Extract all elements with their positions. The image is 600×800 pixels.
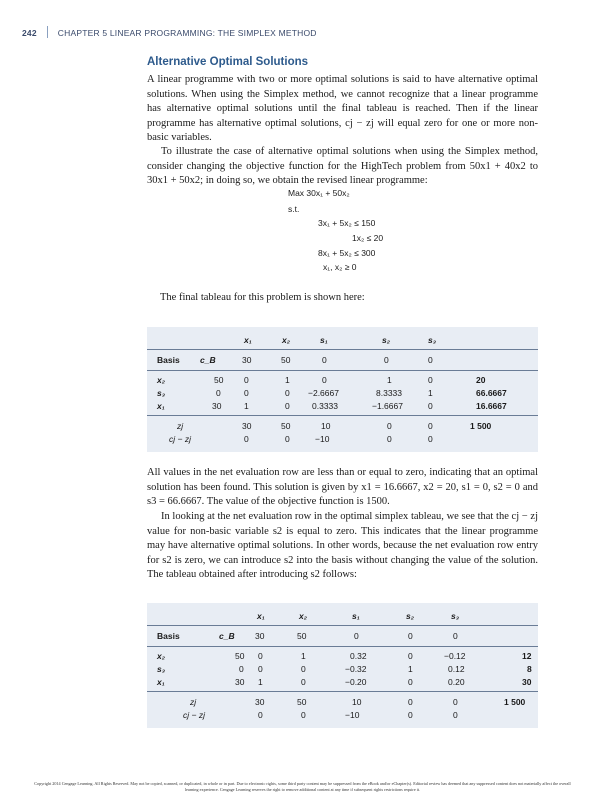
cell: 0 bbox=[258, 664, 263, 674]
col-header: s₂ bbox=[406, 611, 414, 621]
paragraph-5: In looking at the net evaluation row in the optimal simplex tableau, we see that the cj − zj value for non-basic variable s2 is equal to zero. This indicates that the linear programme may have alternative optimal solutions. In other words, because the net evaluation row entry for s2 is zero, we can introduce s2 into the basis without changing the value of the solution. The tableau obtained after introducing s2 follows: bbox=[147, 511, 538, 580]
cb-value: 30 bbox=[235, 677, 245, 687]
basis-header: Basis bbox=[157, 631, 180, 641]
zj-row bbox=[147, 421, 538, 433]
cj-zj-value: 0 bbox=[301, 710, 306, 720]
objective-value: 1 500 bbox=[504, 697, 526, 707]
zj-label: zj bbox=[190, 697, 197, 707]
basis-header: Basis bbox=[157, 355, 180, 365]
basis-var: x₂ bbox=[157, 651, 165, 661]
lp-constraint-2: 1x₂ ≤ 20 bbox=[352, 233, 384, 243]
cb-value: 50 bbox=[214, 375, 224, 385]
zj-value: 10 bbox=[352, 697, 362, 707]
table-row bbox=[147, 651, 538, 663]
rhs-value: 12 bbox=[522, 651, 532, 661]
cj-value: 50 bbox=[297, 631, 307, 641]
cell: 0 bbox=[322, 375, 327, 385]
cell: 0 bbox=[258, 651, 263, 661]
cell: 8.3333 bbox=[376, 388, 402, 398]
col-header: s₃ bbox=[428, 335, 437, 345]
cj-zj-value: 0 bbox=[285, 434, 290, 444]
col-header: s₂ bbox=[382, 335, 390, 345]
tableau-cj-row bbox=[147, 355, 538, 367]
zj-label: zj bbox=[177, 421, 184, 431]
cj-zj-value: 0 bbox=[258, 710, 263, 720]
lp-st: s.t. bbox=[288, 204, 300, 214]
col-header: x₂ bbox=[282, 335, 290, 345]
basis-var: s₃ bbox=[157, 664, 166, 674]
chapter-title: CHAPTER 5 LINEAR PROGRAMMING: THE SIMPLEX METHOD bbox=[57, 28, 317, 38]
cell: 1 bbox=[408, 664, 413, 674]
cell: 0.20 bbox=[448, 677, 465, 687]
col-header: s₁ bbox=[320, 335, 328, 345]
zj-value: 50 bbox=[297, 697, 307, 707]
cell: 0 bbox=[285, 388, 290, 398]
paragraph-1: A linear programme with two or more optimal solutions is said to have alternative optimal solutions. When using the Simplex method, we cannot recognize that a linear programme has alternative optimal solutions until the final tableau is reached. Then if the linear programme has alternative optimal solutions, cj − zj will equal zero for one or more non-basic variables. bbox=[147, 74, 538, 143]
basis-var: x₁ bbox=[157, 677, 165, 687]
cj-value: 0 bbox=[384, 355, 389, 365]
zj-value: 0 bbox=[387, 421, 392, 431]
cell: 0 bbox=[428, 401, 433, 411]
lp-constraint-3: 8x₁ + 5x₂ ≤ 300 bbox=[318, 248, 376, 258]
cj-value: 0 bbox=[322, 355, 327, 365]
col-header: s₁ bbox=[352, 611, 360, 621]
cell: 1 bbox=[285, 375, 290, 385]
rhs-value: 20 bbox=[476, 375, 486, 385]
zj-value: 50 bbox=[281, 421, 291, 431]
cj-value: 0 bbox=[453, 631, 458, 641]
cell: 0 bbox=[301, 664, 306, 674]
rhs-value: 16.6667 bbox=[476, 401, 507, 411]
table-row bbox=[147, 388, 538, 400]
paragraph-4 bbox=[147, 466, 538, 510]
rhs-value: 30 bbox=[522, 677, 532, 687]
zj-value: 0 bbox=[453, 697, 458, 707]
basis-var: x₁ bbox=[157, 401, 165, 411]
zj-value: 0 bbox=[428, 421, 433, 431]
cb-value: 0 bbox=[216, 388, 221, 398]
table-row bbox=[147, 677, 538, 689]
lp-nonnegativity: x₁, x₂ ≥ 0 bbox=[323, 262, 357, 272]
final-tableau bbox=[147, 327, 538, 452]
col-header: x₁ bbox=[244, 335, 252, 345]
tableau-after-s2 bbox=[147, 603, 538, 728]
cj-zj-value: 0 bbox=[428, 434, 433, 444]
cell: −0.32 bbox=[345, 664, 367, 674]
cj-zj-row bbox=[147, 710, 538, 722]
cell: 0.3333 bbox=[312, 401, 338, 411]
cb-value: 50 bbox=[235, 651, 245, 661]
cell: 0 bbox=[301, 677, 306, 687]
lp-constraint-1: 3x₁ + 5x₂ ≤ 150 bbox=[318, 218, 376, 228]
cj-zj-value: −10 bbox=[315, 434, 330, 444]
cj-zj-row bbox=[147, 434, 538, 446]
zj-row bbox=[147, 697, 538, 709]
zj-value: 10 bbox=[321, 421, 331, 431]
cell: 0 bbox=[285, 401, 290, 411]
zj-value: 30 bbox=[255, 697, 265, 707]
rule bbox=[147, 646, 538, 647]
cj-value: 30 bbox=[255, 631, 265, 641]
col-header: s₃ bbox=[451, 611, 460, 621]
cj-zj-label: cj − zj bbox=[169, 434, 191, 444]
rhs-value: 66.6667 bbox=[476, 388, 507, 398]
rule bbox=[147, 625, 538, 626]
paragraph-2: To illustrate the case of alternative optimal solutions when using the Simplex method, consider changing the objective function for the HighTech problem from 50x1 + 40x2 to 30x1 + 50x2; in doing so, we obtain the revised linear programme: bbox=[147, 146, 538, 186]
basis-var: s₃ bbox=[157, 388, 166, 398]
cj-value: 50 bbox=[281, 355, 291, 365]
rule bbox=[147, 691, 538, 692]
cell: 1 bbox=[387, 375, 392, 385]
cell: 1 bbox=[428, 388, 433, 398]
cj-zj-label: cj − zj bbox=[183, 710, 205, 720]
cj-zj-value: −10 bbox=[345, 710, 360, 720]
running-header bbox=[22, 26, 317, 38]
cj-value: 0 bbox=[354, 631, 359, 641]
col-header: x₂ bbox=[299, 611, 307, 621]
tableau-var-header-row bbox=[147, 335, 538, 347]
cj-zj-value: 0 bbox=[387, 434, 392, 444]
table-row bbox=[147, 664, 538, 676]
copyright-footer: Copyright 2014 Cengage Learning. All Rights Reserved. May not be copied, scanned, or duplicated, in whole or in part. Due to electronic rights, some third party content may be suppressed from the eBook and/or eChapter(s). Editorial review has deemed that any suppressed content does not materially affect the overall learning experience. Cengage Learning reserves the right to remove additional content at any time if subsequent rights restrictions require it. bbox=[34, 781, 571, 792]
cj-zj-value: 0 bbox=[453, 710, 458, 720]
cell: 0 bbox=[244, 375, 249, 385]
cell: −0.12 bbox=[444, 651, 466, 661]
cj-value: 0 bbox=[408, 631, 413, 641]
table-row bbox=[147, 401, 538, 413]
cell: 0.12 bbox=[448, 664, 465, 674]
objective-value: 1 500 bbox=[470, 421, 492, 431]
cell: 0 bbox=[408, 677, 413, 687]
basis-var: x₂ bbox=[157, 375, 165, 385]
cell: 1 bbox=[258, 677, 263, 687]
lp-objective: Max 30x₁ + 50x₂ bbox=[288, 188, 350, 198]
header-divider bbox=[47, 26, 48, 38]
paragraph-3: The final tableau for this problem is shown here: bbox=[160, 292, 365, 303]
cb-value: 0 bbox=[239, 664, 244, 674]
zj-value: 0 bbox=[408, 697, 413, 707]
page-number: 242 bbox=[22, 28, 37, 38]
col-header: x₁ bbox=[257, 611, 265, 621]
cell: 0 bbox=[428, 375, 433, 385]
table-row bbox=[147, 375, 538, 387]
tableau-var-header-row bbox=[147, 611, 538, 623]
cb-header: c_B bbox=[200, 355, 216, 365]
cell: −1.6667 bbox=[372, 401, 403, 411]
rule bbox=[147, 349, 538, 350]
cb-header: c_B bbox=[219, 631, 235, 641]
cj-value: 0 bbox=[428, 355, 433, 365]
cell: −2.6667 bbox=[308, 388, 339, 398]
paragraph-4-text: All values in the net evaluation row are less than or equal to zero, indicating that an optimal solution has been found. This solution is given by x1 = 16.6667, x2 = 20, s1 = 0, s2 = 0 and s3 = 66.6667. The value of the objective function is 1500. bbox=[147, 467, 538, 507]
tableau-cj-row bbox=[147, 631, 538, 643]
cj-value: 30 bbox=[242, 355, 252, 365]
rule bbox=[147, 370, 538, 371]
cell: 0.32 bbox=[350, 651, 367, 661]
cj-zj-value: 0 bbox=[408, 710, 413, 720]
section-title: Alternative Optimal Solutions bbox=[147, 56, 309, 68]
cb-value: 30 bbox=[212, 401, 222, 411]
rule bbox=[147, 415, 538, 416]
cell: 0 bbox=[408, 651, 413, 661]
cell: 1 bbox=[301, 651, 306, 661]
zj-value: 30 bbox=[242, 421, 252, 431]
cell: 0 bbox=[244, 388, 249, 398]
cj-zj-value: 0 bbox=[244, 434, 249, 444]
rhs-value: 8 bbox=[527, 664, 532, 674]
cell: −0.20 bbox=[345, 677, 367, 687]
cell: 1 bbox=[244, 401, 249, 411]
